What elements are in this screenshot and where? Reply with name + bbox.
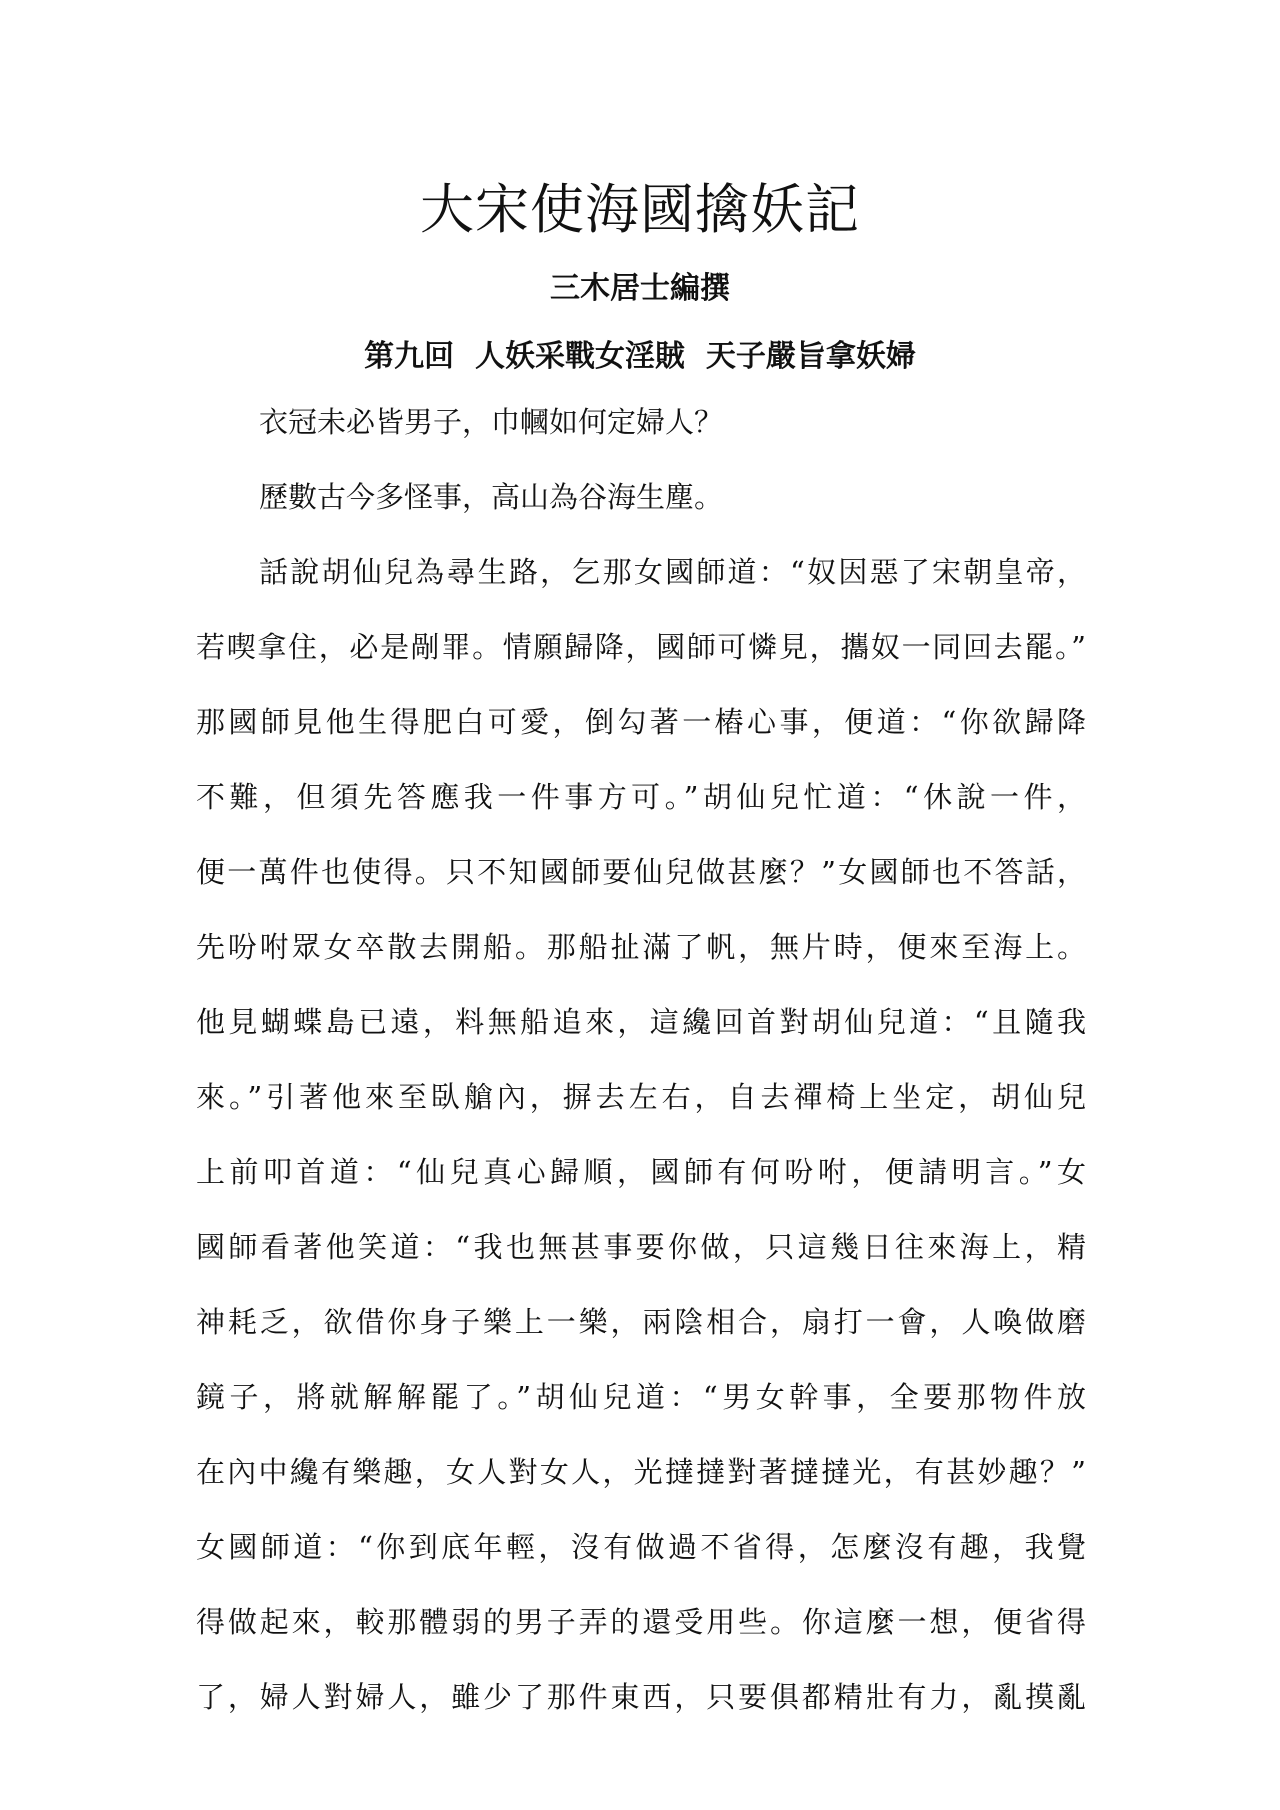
- body-line: 話說胡仙兒為尋生路，乞那女國師道：“奴因惡了宋朝皇帝，: [259, 555, 1086, 589]
- body-line: 女國師道：“你到底年輕，沒有做過不省得，怎麼沒有趣，我覺: [196, 1530, 1086, 1564]
- author-line: 三木居士編撰: [550, 271, 730, 306]
- poem-line: 衣冠未必皆男子，巾幗如何定婦人？: [259, 405, 724, 439]
- body-line: 上前叩首道：“仙兒真心歸順，國師有何吩咐，便請明言。”女: [196, 1155, 1086, 1189]
- body-line: 那國師見他生得肥白可愛，倒勾著一樁心事，便道：“你欲歸降: [196, 705, 1086, 739]
- body-line: 得做起來，較那體弱的男子弄的還受用些。你這麼一想，便省得: [196, 1605, 1086, 1639]
- body-line: 國師看著他笑道：“我也無甚事要你做，只這幾日往來海上，精: [196, 1230, 1086, 1264]
- body-line: 在內中纔有樂趣，女人對女人，光撻撻對著撻撻光，有甚妙趣？”: [196, 1455, 1086, 1489]
- body-line: 來。”引著他來至臥艙內，摒去左右，自去禪椅上坐定，胡仙兒: [196, 1080, 1086, 1114]
- chapter-heading: 第九回 人妖采戰女淫賊 天子嚴旨拿妖婦: [364, 339, 916, 374]
- body-line: 鏡子，將就解解罷了。”胡仙兒道：“男女幹事，全要那物件放: [196, 1380, 1086, 1414]
- body-line: 先吩咐眾女卒散去開船。那船扯滿了帆，無片時，便來至海上。: [196, 930, 1086, 964]
- body-line: 了，婦人對婦人，雖少了那件東西，只要俱都精壯有力，亂摸亂: [196, 1680, 1086, 1714]
- document-title: 大宋使海國擒妖記: [420, 178, 860, 241]
- body-line: 若喫拿住，必是剮罪。情願歸降，國師可憐見，攜奴一同回去罷。”: [196, 630, 1086, 664]
- body-paragraph: [196, 552, 1086, 1752]
- body-line: 神耗乏，欲借你身子樂上一樂，兩陰相合，扇打一會，人喚做磨: [196, 1305, 1086, 1339]
- body-line: 他見蝴蝶島已遠，料無船追來，這纔回首對胡仙兒道：“且隨我: [196, 1005, 1086, 1039]
- poem-line: 歷數古今多怪事，高山為谷海生塵。: [259, 480, 724, 514]
- body-line: 不難，但須先答應我一件事方可。”胡仙兒忙道：“休說一件，: [196, 780, 1086, 814]
- body-line: 便一萬件也使得。只不知國師要仙兒做甚麼？”女國師也不答話，: [196, 855, 1086, 889]
